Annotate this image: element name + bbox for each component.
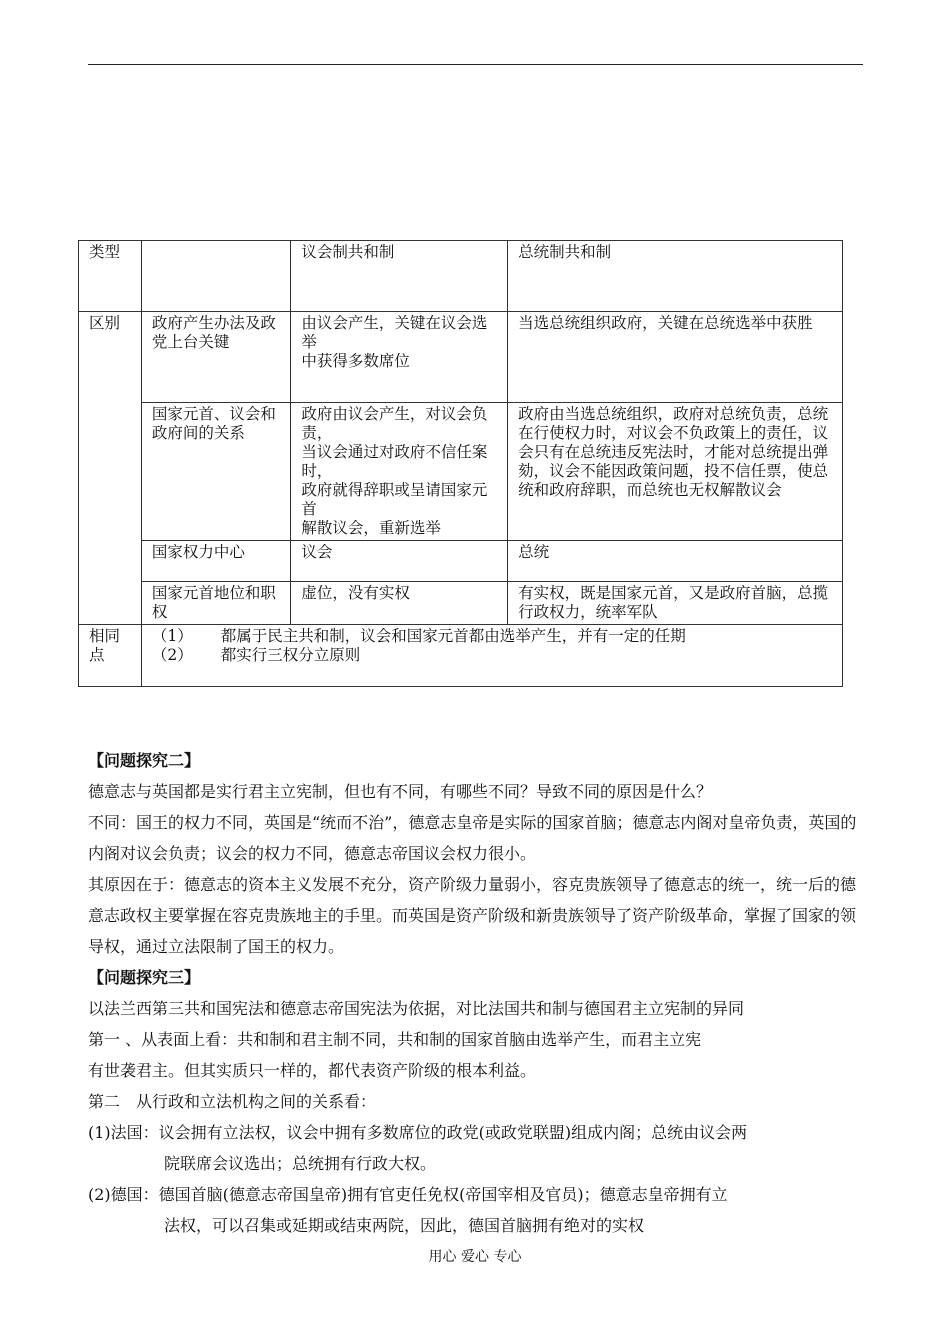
table-header-row [79, 241, 843, 312]
parliamentary-cell: 政府由议会产生，对议会负责， 当议会通过对政府不信任案时， 政府就得辞职或呈请国家元首 解散议会，重新选举 [291, 403, 508, 541]
parliamentary-cell: 虚位，没有实权 [291, 582, 508, 625]
section3-first-cont: 有世袭君主。但其实质只一样的，都代表资产阶级的根本利益。 [88, 1061, 537, 1080]
aspect-cell: 政府产生办法及政党上台关键 [141, 312, 290, 403]
parliamentary-cell: 由议会产生，关键在议会选举 中获得多数席位 [291, 312, 508, 403]
parliamentary-cell: 议会 [291, 541, 508, 582]
presidential-cell: 总统 [508, 541, 843, 582]
section3-heading: 【问题探究三】 [88, 968, 201, 987]
type-label: 类型 [79, 241, 142, 312]
table-row [79, 403, 843, 541]
aspect-cell: 国家元首、议会和政府间的关系 [141, 403, 290, 541]
aspect-cell: 国家元首地位和职权 [141, 582, 290, 625]
section3-item2-cont: 法权，可以召集或延期或结束两院，因此，德国首脑拥有绝对的实权 [164, 1216, 645, 1235]
section3-item1-line: (1)法国：议会拥有立法权，议会中拥有多数席位的政党(或政党联盟)组成内阁；总统由议会两 [88, 1123, 748, 1142]
presidential-cell: 当选总统组织政府，关键在总统选举中获胜 [508, 312, 843, 403]
same-points-cell [141, 625, 842, 687]
presidential-cell: 有实权，既是国家元首，又是政府首脑，总揽行政权力，统率军队 [508, 582, 843, 625]
section3-item2-line: (2)德国：德国首脑(德意志帝国皇帝)拥有官吏任免权(帝国宰相及官员)；德意志皇帝拥有立 [88, 1185, 728, 1204]
header-rule [88, 64, 863, 65]
presidential-cell: 政府由当选总统组织，政府对总统负责，总统在行使权力时，对议会不负政策上的责任，议会只有在总统违反宪法时，才能对总统提出弹劾，议会不能因政策问题，投不信任票，使总统和政府辞职，而总统也无权解散议会 [508, 403, 843, 541]
section3-second: 第二 从行政和立法机构之间的关系看： [88, 1092, 377, 1111]
table-row-same [79, 625, 843, 687]
col-presidential: 总统制共和制 [508, 241, 843, 312]
col-parliamentary: 议会制共和制 [291, 241, 508, 312]
same-point-item: （1） 都属于民主共和制，议会和国家元首都由选举产生，并有一定的任期 [151, 627, 686, 645]
comparison-table [78, 240, 843, 687]
section3-intro: 以法兰西第三共和国宪法和德意志帝国宪法为依据，对比法国共和制与德国君主立宪制的异同 [88, 999, 745, 1018]
section2-answer-reason: 其原因在于：德意志的资本主义发展不充分，资产阶级力量弱小，容克贵族领导了德意志的统一，统一后的德意志政权主要掌握在容克贵族地主的手里。而英国是资产阶级和新贵族领导了资产阶级革命，掌握了国家的领导权，通过立法限制了国王的权力。 [88, 875, 857, 956]
section2-answer-difference: 不同：国王的权力不同，英国是“统而不治”，德意志皇帝是实际的国家首脑；德意志内阁对皇帝负责，英国的内阁对议会负责；议会的权力不同，德意志帝国议会权力很小。 [88, 813, 857, 863]
body-text [88, 745, 868, 1241]
same-label: 相同点 [79, 625, 142, 687]
table-row [79, 541, 843, 582]
aspect-cell: 国家权力中心 [141, 541, 290, 582]
section3-item1-cont: 院联席会议选出；总统拥有行政大权。 [164, 1154, 437, 1173]
section2-question: 德意志与英国都是实行君主立宪制，但也有不同，有哪些不同？导致不同的原因是什么？ [88, 782, 713, 801]
section3-first-line: 第一 、从表面上看：共和制和君主制不同，共和制的国家首脑由选举产生，而君主立宪 [88, 1030, 702, 1049]
empty-cell [141, 241, 290, 312]
section2-heading: 【问题探究二】 [88, 751, 201, 770]
diff-label: 区别 [79, 312, 142, 625]
page-footer: 用心 爱心 专心 [428, 1249, 522, 1265]
same-point-item: （2） 都实行三权分立原则 [151, 646, 361, 664]
table-row [79, 582, 843, 625]
table-row [79, 312, 843, 403]
